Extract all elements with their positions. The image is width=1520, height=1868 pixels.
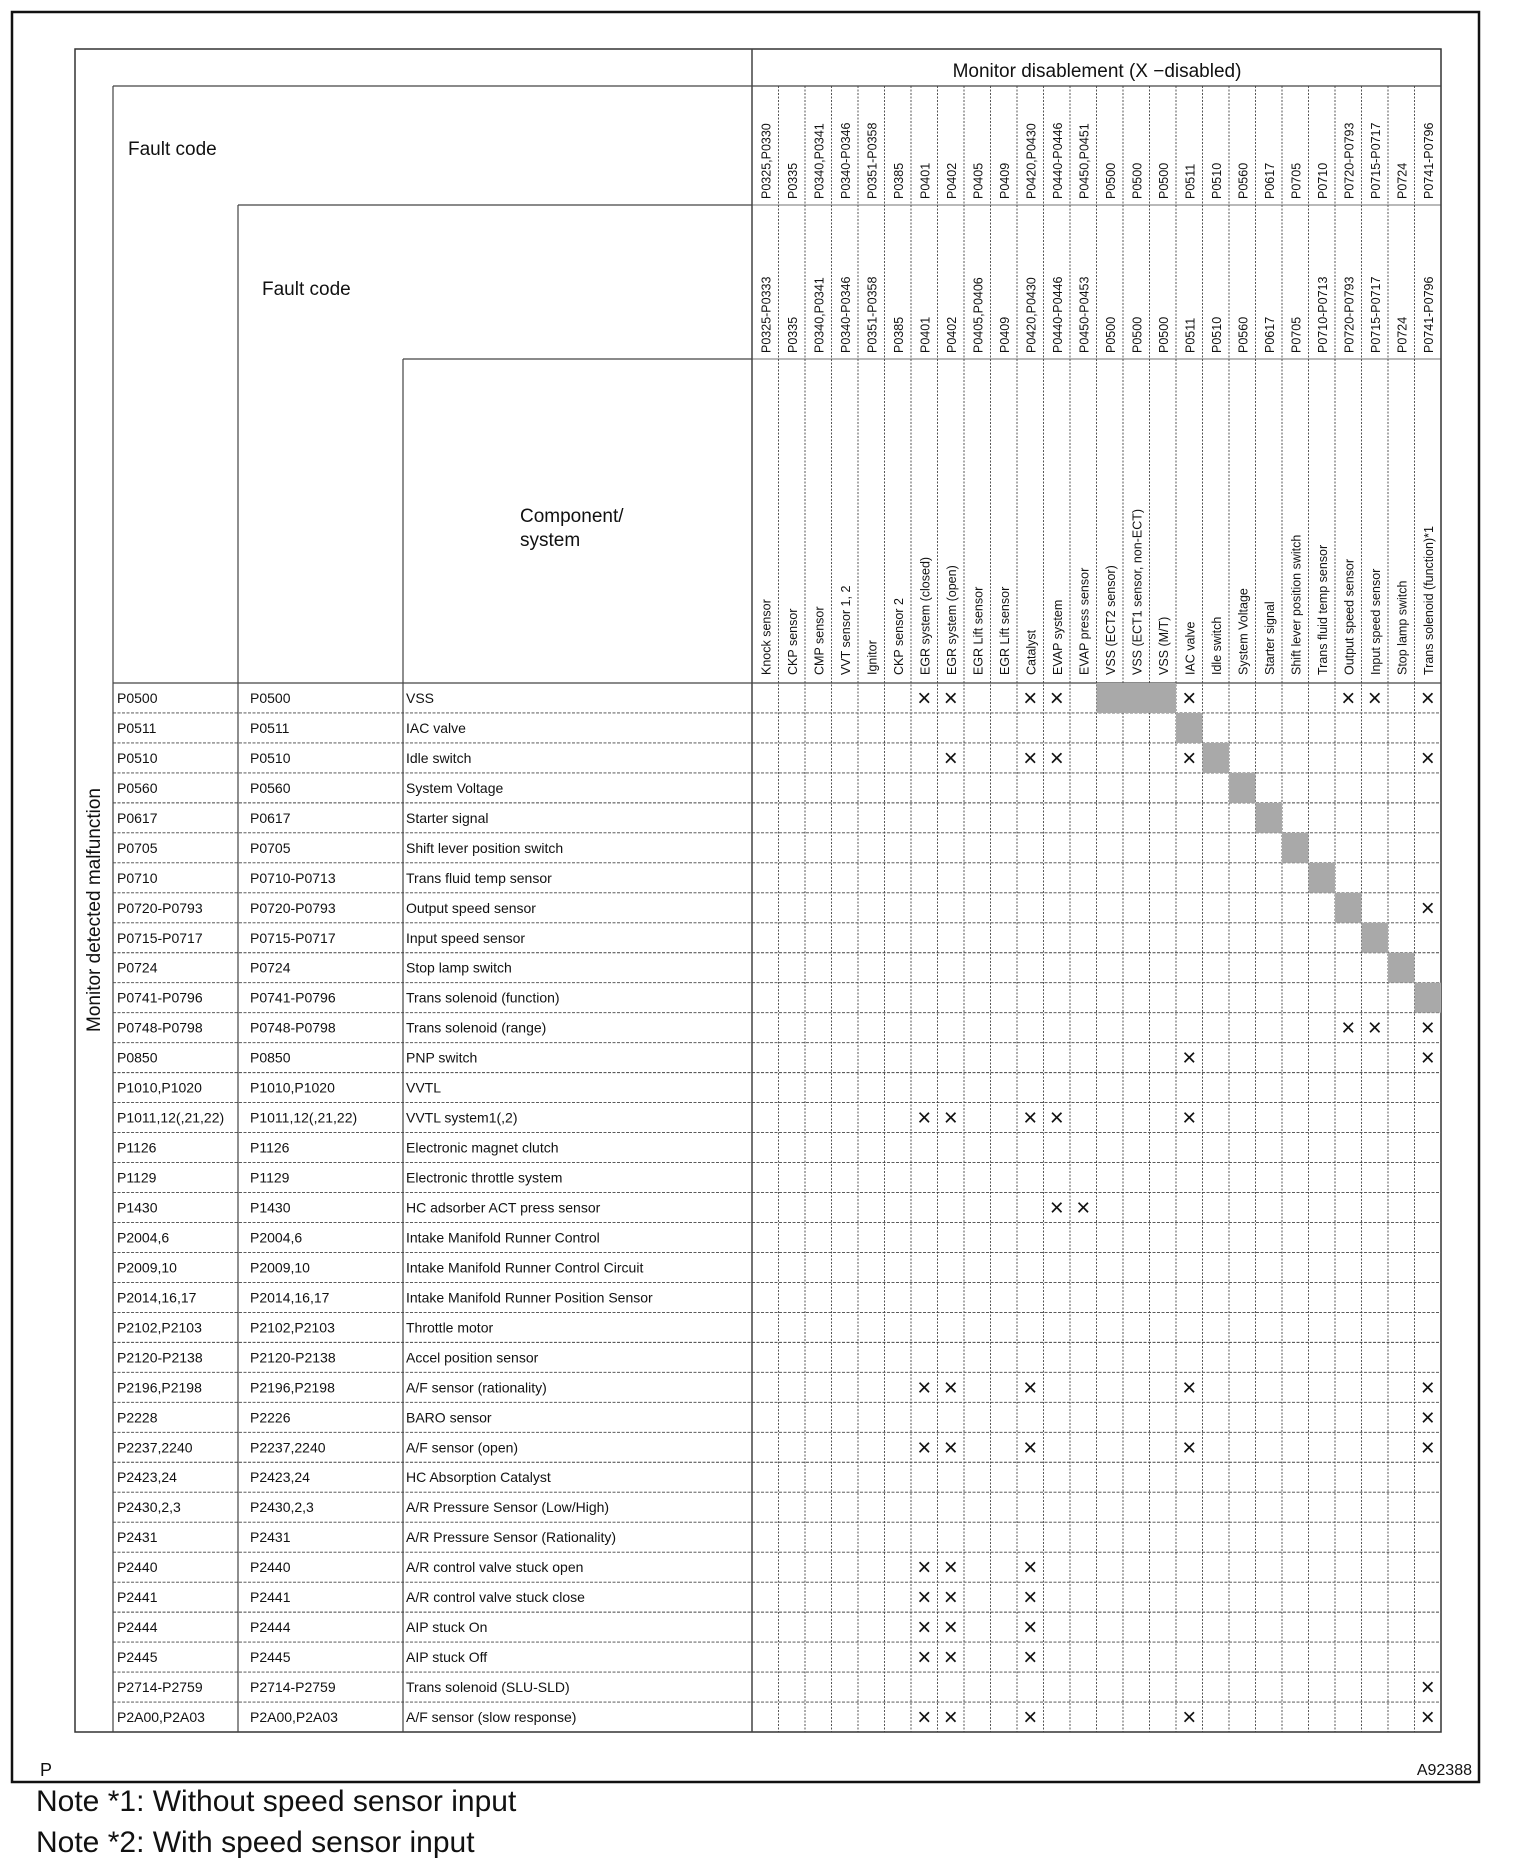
row-fault-code-secondary: P0715-P0717 <box>250 929 336 946</box>
disabled-mark: × <box>943 1644 958 1672</box>
row-fault-code-primary: P2423,24 <box>117 1469 177 1486</box>
disabled-mark: × <box>1182 1704 1197 1732</box>
row-component: Starter signal <box>406 809 489 826</box>
column-code-primary: P0724 <box>1395 162 1410 199</box>
shaded-cell <box>1415 983 1442 1013</box>
column-component-name: Output speed sensor <box>1342 558 1357 675</box>
table-row <box>117 1319 493 1335</box>
column-code-primary: P0500 <box>1130 162 1145 199</box>
disabled-mark: × <box>1367 1014 1382 1042</box>
column-code-primary: P0510 <box>1209 162 1224 199</box>
column-component-name: EGR system (open) <box>944 565 959 675</box>
row-fault-code-primary: P2004,6 <box>117 1229 170 1246</box>
column-component-name: Trans fluid temp sensor <box>1315 544 1330 675</box>
disabled-mark: × <box>943 1584 958 1612</box>
row-component: HC Absorption Catalyst <box>406 1469 551 1486</box>
row-component: VVTL system1(,2) <box>406 1109 518 1126</box>
row-component: A/R Pressure Sensor (Low/High) <box>406 1499 610 1516</box>
row-fault-code-secondary: P2A00,P2A03 <box>250 1709 338 1726</box>
column-component-name: EVAP system <box>1050 599 1065 675</box>
row-component: Intake Manifold Runner Control Circuit <box>406 1259 644 1276</box>
column-component-name: Trans solenoid (function)*1 <box>1421 526 1436 675</box>
table-row <box>117 1529 616 1545</box>
column-code-primary: P0500 <box>1156 162 1171 199</box>
disabled-mark: × <box>1182 1044 1197 1072</box>
column-code-primary: P0710 <box>1315 162 1330 199</box>
row-fault-code-secondary: P1430 <box>250 1199 291 1216</box>
disabled-mark: × <box>1182 684 1197 712</box>
column-code-primary: P0720-P0793 <box>1342 122 1357 199</box>
column-code-secondary: P0402 <box>944 316 959 353</box>
row-component: Trans solenoid (SLU-SLD) <box>406 1679 570 1696</box>
table-row <box>117 1349 539 1365</box>
table-row <box>117 990 560 1006</box>
row-component: A/R control valve stuck open <box>406 1559 584 1576</box>
figure-id: A92388 <box>1416 1762 1472 1779</box>
row-component: Input speed sensor <box>406 929 526 946</box>
table-row <box>117 1105 1196 1132</box>
shaded-cell <box>1176 713 1203 743</box>
column-component-name: CKP sensor <box>785 608 800 675</box>
disabled-mark: × <box>917 1704 932 1732</box>
row-fault-code-primary: P0710 <box>117 869 158 886</box>
disabled-mark: × <box>1420 1674 1435 1702</box>
column-code-primary: P0715-P0717 <box>1368 122 1383 199</box>
row-fault-code-primary: P2014,16,17 <box>117 1289 197 1306</box>
column-component-name: EVAP press sensor <box>1077 567 1092 675</box>
row-fault-code-primary: P0850 <box>117 1049 158 1066</box>
disabled-mark: × <box>917 1644 932 1672</box>
column-code-secondary: P0500 <box>1156 316 1171 353</box>
row-fault-code-primary: P2A00,P2A03 <box>117 1709 205 1726</box>
column-code-secondary: P0325-P0333 <box>759 276 774 353</box>
column-code-secondary: P0340,P0341 <box>812 277 827 353</box>
disabled-mark: × <box>1023 1704 1038 1732</box>
table-row <box>117 870 552 886</box>
shaded-cell <box>1097 683 1124 713</box>
row-component: A/F sensor (rationality) <box>406 1379 547 1396</box>
column-code-secondary: P0440-P0446 <box>1050 276 1065 353</box>
column-component-name: System Voltage <box>1236 588 1251 675</box>
row-fault-code-secondary: P2430,2,3 <box>250 1499 314 1516</box>
column-code-primary: P0500 <box>1103 162 1118 199</box>
column-code-secondary: P0715-P0717 <box>1368 276 1383 353</box>
column-code-secondary: P0500 <box>1103 316 1118 353</box>
table-row <box>117 1195 1090 1222</box>
table-row <box>117 1045 1435 1072</box>
row-fault-code-secondary: P2441 <box>250 1589 291 1606</box>
row-fault-code-primary: P0510 <box>117 749 158 766</box>
row-fault-code-primary: P1010,P1020 <box>117 1079 202 1096</box>
row-fault-code-primary: P2440 <box>117 1559 158 1576</box>
row-fault-code-primary: P2237,2240 <box>117 1439 193 1456</box>
row-fault-code-primary: P0748-P0798 <box>117 1019 203 1036</box>
disabled-mark: × <box>917 1374 932 1402</box>
column-code-primary: P0560 <box>1236 162 1251 199</box>
figure-corner-letter: P <box>40 1760 53 1780</box>
row-component: Idle switch <box>406 749 472 766</box>
row-fault-code-primary: P2196,P2198 <box>117 1379 202 1396</box>
disabled-mark: × <box>1023 744 1038 772</box>
column-code-primary: P0705 <box>1289 162 1304 199</box>
row-component: System Voltage <box>406 779 504 796</box>
column-component-name: Catalyst <box>1024 629 1039 675</box>
table-row <box>117 1644 1037 1671</box>
column-code-primary: P0340-P0346 <box>838 122 853 199</box>
disabled-mark: × <box>1076 1194 1091 1222</box>
row-component: VSS <box>406 689 435 706</box>
row-fault-code-primary: P0715-P0717 <box>117 929 203 946</box>
column-code-secondary: P0510 <box>1209 316 1224 353</box>
row-fault-code-primary: P1011,12(,21,22) <box>117 1109 225 1126</box>
disabled-mark: × <box>1420 894 1435 922</box>
column-code-primary: P0405 <box>971 162 986 199</box>
disabled-mark: × <box>943 1704 958 1732</box>
disabled-mark: × <box>943 1554 958 1582</box>
table-row <box>117 1080 441 1096</box>
disabled-mark: × <box>1367 684 1382 712</box>
disabled-mark: × <box>943 1374 958 1402</box>
table-grid <box>113 49 1441 1732</box>
column-code-secondary: P0720-P0793 <box>1342 276 1357 353</box>
table-row <box>117 1259 643 1275</box>
disabled-mark: × <box>1182 1434 1197 1462</box>
disabled-mark: × <box>1182 1374 1197 1402</box>
disabled-mark: × <box>943 684 958 712</box>
note-2: Note *2: With speed sensor input <box>36 1826 475 1859</box>
row-fault-code-primary: P2714-P2759 <box>117 1679 203 1696</box>
row-fault-code-primary: P1430 <box>117 1199 158 1216</box>
row-fault-code-secondary: P2423,24 <box>250 1469 310 1486</box>
table-row <box>117 810 488 826</box>
column-component-name: VSS (ECT1 sensor, non-ECT) <box>1130 508 1145 675</box>
table-row <box>117 1374 1435 1401</box>
disabled-mark: × <box>1420 1404 1435 1432</box>
disabled-mark: × <box>1341 1014 1356 1042</box>
fault-code-lower-label: Fault code <box>262 279 351 300</box>
disabled-mark: × <box>1023 1644 1038 1672</box>
outer-border <box>12 12 1479 1782</box>
row-component: Trans solenoid (function) <box>406 989 560 1006</box>
column-code-secondary: P0511 <box>1183 317 1198 353</box>
disabled-mark: × <box>1023 1104 1038 1132</box>
row-fault-code-secondary: P2196,P2198 <box>250 1379 335 1396</box>
table-row <box>117 685 1435 712</box>
table-row <box>117 780 503 796</box>
column-code-primary: P0325,P0330 <box>759 123 774 199</box>
column-component-name: Knock sensor <box>759 599 774 675</box>
row-component: IAC valve <box>406 719 466 736</box>
disabled-mark: × <box>1023 1584 1038 1612</box>
shaded-cell <box>1282 833 1309 863</box>
column-component-name: Ignitor <box>865 640 880 675</box>
row-fault-code-secondary: P0710-P0713 <box>250 869 336 886</box>
disabled-mark: × <box>1182 744 1197 772</box>
shaded-cell <box>1362 923 1389 953</box>
column-code-secondary: P0420,P0430 <box>1024 277 1039 353</box>
row-component: AIP stuck On <box>406 1619 488 1636</box>
row-fault-code-secondary: P0511 <box>250 719 290 736</box>
row-fault-code-secondary: P0724 <box>250 959 291 976</box>
table-row <box>117 720 466 736</box>
row-fault-code-primary: P1126 <box>117 1139 157 1156</box>
shaded-cell <box>1229 773 1256 803</box>
row-fault-code-primary: P2441 <box>117 1589 158 1606</box>
column-component-name: EGR Lift sensor <box>971 586 986 675</box>
disabled-mark: × <box>1049 684 1064 712</box>
table-body <box>117 685 1435 1731</box>
column-code-secondary: P0450-P0453 <box>1077 276 1092 353</box>
table-row <box>117 1434 1435 1461</box>
column-code-secondary: P0340-P0346 <box>838 276 853 353</box>
row-component: A/R control valve stuck close <box>406 1589 585 1606</box>
column-component-name: Input speed sensor <box>1368 568 1383 675</box>
column-code-secondary: P0385 <box>891 316 906 353</box>
shaded-diagonal-cells <box>1097 683 1442 1013</box>
column-component-name: VSS (ECT2 sensor) <box>1103 565 1118 675</box>
disabled-mark: × <box>1420 684 1435 712</box>
table-row <box>117 840 563 856</box>
column-component-name: VSS (M/T) <box>1156 616 1171 675</box>
column-component-name: Starter signal <box>1262 601 1277 675</box>
disabled-mark: × <box>1182 1104 1197 1132</box>
table-row <box>117 1704 1435 1731</box>
row-fault-code-primary: P0705 <box>117 839 158 856</box>
row-fault-code-secondary: P2004,6 <box>250 1229 303 1246</box>
disabled-mark: × <box>917 1104 932 1132</box>
table-row <box>117 1674 1435 1701</box>
shaded-cell <box>1335 893 1362 923</box>
row-component: Throttle motor <box>406 1319 494 1336</box>
row-component: Intake Manifold Runner Control <box>406 1229 600 1246</box>
row-component: Trans fluid temp sensor <box>406 869 552 886</box>
column-component-name: IAC valve <box>1183 621 1198 675</box>
column-code-secondary: P0705 <box>1289 316 1304 353</box>
disabled-mark: × <box>917 1554 932 1582</box>
disabled-mark: × <box>1049 1194 1064 1222</box>
row-fault-code-primary: P1129 <box>117 1169 157 1186</box>
column-code-secondary: P0741-P0796 <box>1421 276 1436 353</box>
row-component: Output speed sensor <box>406 899 536 916</box>
row-fault-code-primary: P0511 <box>117 719 157 736</box>
row-component: VVTL <box>406 1079 442 1096</box>
row-fault-code-secondary: P0617 <box>250 809 291 826</box>
row-fault-code-secondary: P0510 <box>250 749 291 766</box>
disabled-mark: × <box>1420 744 1435 772</box>
table-row <box>117 745 1435 772</box>
row-fault-code-primary: P2120-P2138 <box>117 1349 203 1366</box>
column-code-primary: P0617 <box>1262 162 1277 199</box>
row-fault-code-secondary: P2444 <box>250 1619 291 1636</box>
column-component-name: CKP sensor 2 <box>891 598 906 675</box>
column-code-primary: P0401 <box>918 162 933 199</box>
disabled-mark: × <box>1023 1374 1038 1402</box>
row-fault-code-secondary: P1011,12(,21,22) <box>250 1109 358 1126</box>
row-component: Electronic magnet clutch <box>406 1139 559 1156</box>
column-code-primary: P0440-P0446 <box>1050 122 1065 199</box>
row-fault-code-primary: P2430,2,3 <box>117 1499 181 1516</box>
table-row <box>117 1499 609 1515</box>
column-code-primary: P0335 <box>785 162 800 199</box>
disabled-mark: × <box>917 1614 932 1642</box>
row-fault-code-secondary: P1126 <box>250 1139 290 1156</box>
column-component-name: EGR Lift sensor <box>997 586 1012 675</box>
row-component: A/R Pressure Sensor (Rationality) <box>406 1529 617 1546</box>
column-component-name: Idle switch <box>1209 616 1224 675</box>
row-fault-code-secondary: P2431 <box>250 1529 291 1546</box>
row-component: AIP stuck Off <box>406 1649 488 1666</box>
row-component: A/F sensor (slow response) <box>406 1709 577 1726</box>
column-code-primary: P0351-P0358 <box>865 122 880 199</box>
row-component: PNP switch <box>406 1049 478 1066</box>
disabled-mark: × <box>917 1584 932 1612</box>
row-component: A/F sensor (open) <box>406 1439 519 1456</box>
shaded-cell <box>1150 683 1177 713</box>
column-code-primary: P0340,P0341 <box>812 123 827 199</box>
row-fault-code-secondary: P2120-P2138 <box>250 1349 336 1366</box>
monitor-disablement-title: Monitor disablement (X −disabled) <box>952 61 1242 82</box>
row-component: Intake Manifold Runner Position Sensor <box>406 1289 653 1306</box>
table-row <box>117 1140 559 1156</box>
shaded-cell <box>1123 683 1150 713</box>
disabled-mark: × <box>1420 1704 1435 1732</box>
column-code-primary: P0741-P0796 <box>1421 122 1436 199</box>
column-code-secondary: P0409 <box>997 316 1012 353</box>
column-code-primary: P0385 <box>891 162 906 199</box>
shaded-cell <box>1309 863 1336 893</box>
table-row <box>117 1584 1037 1611</box>
row-fault-code-secondary: P0500 <box>250 689 291 706</box>
column-component-name: EGR system (closed) <box>918 556 933 675</box>
shaded-cell <box>1203 743 1230 773</box>
disabled-mark: × <box>917 684 932 712</box>
column-code-primary: P0409 <box>997 162 1012 199</box>
row-component: BARO sensor <box>406 1409 492 1426</box>
disabled-mark: × <box>1049 1104 1064 1132</box>
disabled-mark: × <box>1420 1044 1435 1072</box>
row-fault-code-primary: P2444 <box>117 1619 158 1636</box>
row-fault-code-primary: P2445 <box>117 1649 158 1666</box>
table-row <box>117 895 1435 922</box>
row-component: HC adsorber ACT press sensor <box>406 1199 601 1216</box>
row-fault-code-primary: P2431 <box>117 1529 158 1546</box>
row-component: Electronic throttle system <box>406 1169 563 1186</box>
table-row <box>117 1404 1435 1431</box>
column-component-name: CMP sensor <box>812 606 827 675</box>
disabled-mark: × <box>1420 1374 1435 1402</box>
disabled-mark: × <box>1420 1434 1435 1462</box>
column-code-primary: P0511 <box>1183 163 1198 199</box>
monitor-detected-malfunction-label: Monitor detected malfunction <box>84 788 105 1032</box>
row-fault-code-secondary: P2226 <box>250 1409 291 1426</box>
column-code-secondary: P0560 <box>1236 316 1251 353</box>
row-fault-code-primary: P2102,P2103 <box>117 1319 202 1336</box>
row-fault-code-primary: P0720-P0793 <box>117 899 203 916</box>
component-system-label: Component/ system <box>520 506 624 551</box>
row-fault-code-secondary: P1129 <box>250 1169 290 1186</box>
row-component: Trans solenoid (range) <box>406 1019 547 1036</box>
disabled-mark: × <box>943 1104 958 1132</box>
shaded-cell <box>1256 803 1283 833</box>
disabled-mark: × <box>1023 1434 1038 1462</box>
row-component: Shift lever position switch <box>406 839 564 856</box>
row-fault-code-primary: P0741-P0796 <box>117 989 203 1006</box>
column-code-secondary: P0500 <box>1130 316 1145 353</box>
disabled-mark: × <box>1023 1554 1038 1582</box>
row-fault-code-secondary: P0748-P0798 <box>250 1019 336 1036</box>
table-row <box>117 930 525 946</box>
row-fault-code-primary: P2009,10 <box>117 1259 177 1276</box>
row-fault-code-primary: P0500 <box>117 689 158 706</box>
table-row <box>117 1170 562 1186</box>
row-fault-code-secondary: P0705 <box>250 839 291 856</box>
column-code-secondary: P0724 <box>1395 316 1410 353</box>
disabled-mark: × <box>917 1434 932 1462</box>
column-component-name: Stop lamp switch <box>1395 580 1410 675</box>
column-code-primary: P0402 <box>944 162 959 199</box>
column-code-secondary: P0335 <box>785 316 800 353</box>
row-fault-code-primary: P0560 <box>117 779 158 796</box>
column-component-name: VVT sensor 1, 2 <box>838 585 853 675</box>
column-code-primary: P0450,P0451 <box>1077 123 1092 199</box>
disabled-mark: × <box>943 744 958 772</box>
note-1: Note *1: Without speed sensor input <box>36 1785 517 1818</box>
disabled-mark: × <box>943 1434 958 1462</box>
disabled-mark: × <box>943 1614 958 1642</box>
row-fault-code-secondary: P2445 <box>250 1649 291 1666</box>
table-row <box>117 1469 551 1485</box>
row-fault-code-secondary: P2237,2240 <box>250 1439 326 1456</box>
row-fault-code-secondary: P2009,10 <box>250 1259 310 1276</box>
row-fault-code-secondary: P0741-P0796 <box>250 989 336 1006</box>
disabled-mark: × <box>1420 1014 1435 1042</box>
disabled-mark: × <box>1049 744 1064 772</box>
row-fault-code-primary: P0617 <box>117 809 158 826</box>
row-fault-code-secondary: P2714-P2759 <box>250 1679 336 1696</box>
shaded-cell <box>1388 953 1415 983</box>
table-row <box>117 1229 600 1245</box>
column-code-primary: P0420,P0430 <box>1024 123 1039 199</box>
row-fault-code-secondary: P0560 <box>250 779 291 796</box>
row-fault-code-secondary: P1010,P1020 <box>250 1079 335 1096</box>
row-fault-code-primary: P2228 <box>117 1409 158 1426</box>
fault-code-upper-label: Fault code <box>128 139 217 160</box>
column-code-secondary: P0710-P0713 <box>1315 276 1330 353</box>
table-row <box>117 1614 1037 1641</box>
column-code-secondary: P0617 <box>1262 316 1277 353</box>
disabled-mark: × <box>1341 684 1356 712</box>
row-fault-code-secondary: P2014,16,17 <box>250 1289 330 1306</box>
table-row <box>117 960 512 976</box>
row-fault-code-secondary: P2440 <box>250 1559 291 1576</box>
table-row <box>117 1015 1435 1042</box>
row-fault-code-secondary: P0720-P0793 <box>250 899 336 916</box>
table-row <box>117 1289 653 1305</box>
table-row <box>117 1554 1037 1581</box>
column-code-secondary: P0405,P0406 <box>971 277 986 353</box>
column-component-name: Shift lever position switch <box>1289 534 1304 675</box>
row-component: Accel position sensor <box>406 1349 539 1366</box>
column-code-secondary: P0401 <box>918 316 933 353</box>
row-fault-code-secondary: P0850 <box>250 1049 291 1066</box>
row-component: Stop lamp switch <box>406 959 512 976</box>
disabled-mark: × <box>1023 1614 1038 1642</box>
column-code-secondary: P0351-P0358 <box>865 276 880 353</box>
row-fault-code-primary: P0724 <box>117 959 158 976</box>
disabled-mark: × <box>1023 684 1038 712</box>
row-fault-code-secondary: P2102,P2103 <box>250 1319 335 1336</box>
